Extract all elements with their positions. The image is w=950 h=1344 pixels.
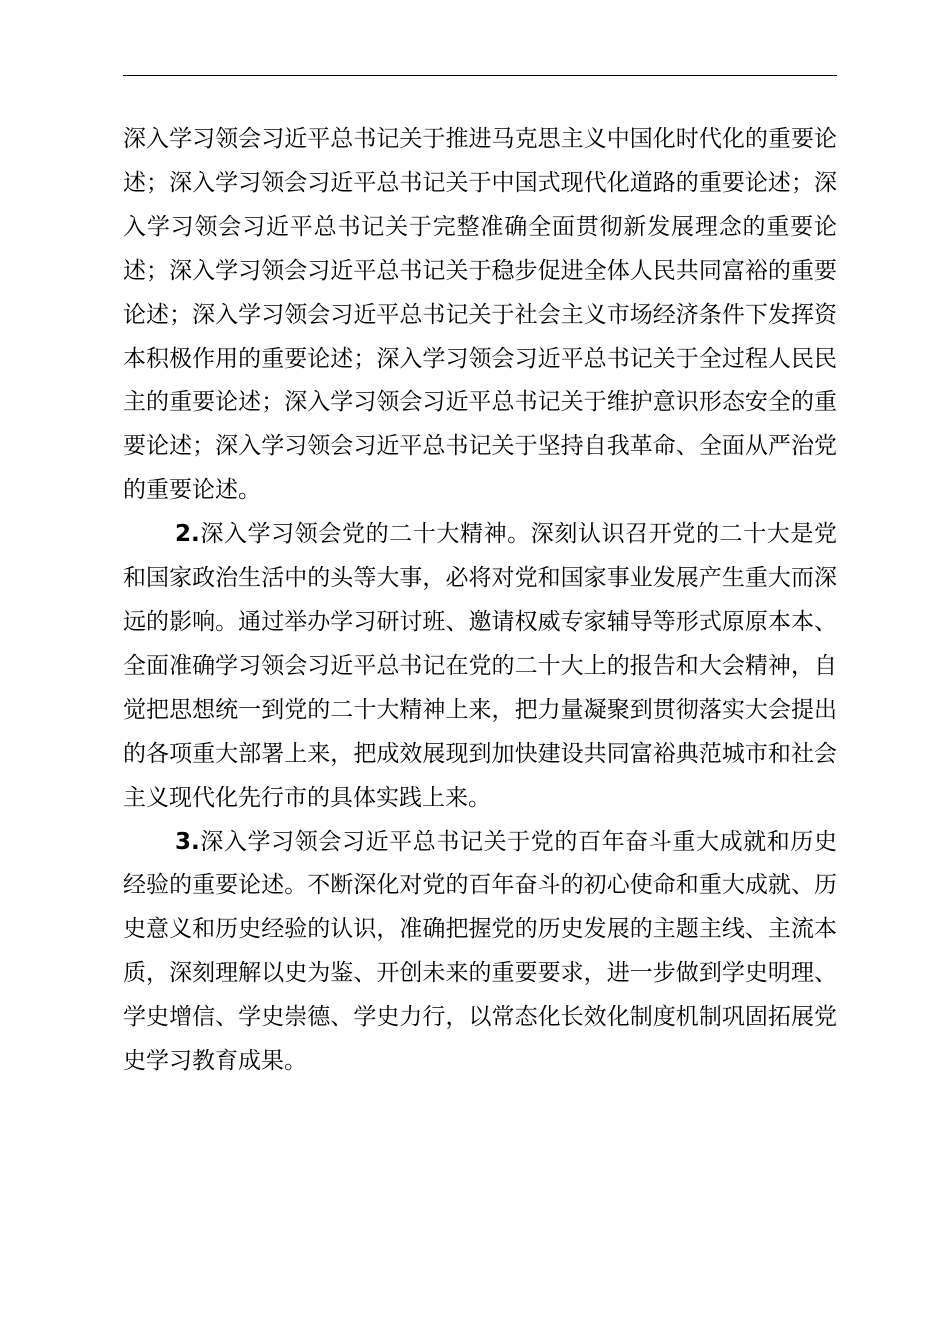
item-number: 2. [175, 521, 200, 548]
paragraph-item-3 [123, 821, 837, 1084]
paragraph-continued [123, 118, 837, 513]
paragraph-text: 深入学习领会党的二十大精神。深刻认识召开党的二十大是党和国家政治生活中的头等大事，必将对党和国家事业发展产生重大而深远的影响。通过举办学习研讨班、邀请权威专家辅导等形式原原本本、全面准确学习领会习近平总书记在党的二十大上的报告和大会精神，自觉把思想统一到党的二十大精神上来，把力量凝聚到贯彻落实大会提出的各项重大部署上来，把成效展现到加快建设共同富裕典范城市和社会主义现代化先行市的具体实践上来。 [123, 521, 837, 811]
paragraph-text: 深入学习领会习近平总书记关于推进马克思主义中国化时代化的重要论述；深入学习领会习近平总书记关于中国式现代化道路的重要论述；深入学习领会习近平总书记关于完整准确全面贯彻新发展理念的重要论述；深入学习领会习近平总书记关于稳步促进全体人民共同富裕的重要论述；深入学习领会习近平总书记关于社会主义市场经济条件下发挥资本积极作用的重要论述；深入学习领会习近平总书记关于全过程人民民主的重要论述；深入学习领会习近平总书记关于维护意识形态安全的重要论述；深入学习领会习近平总书记关于坚持自我革命、全面从严治党的重要论述。 [123, 126, 837, 504]
paragraph-item-2 [123, 513, 837, 820]
header-rule [123, 75, 837, 76]
body-text [123, 118, 837, 1084]
item-number: 3. [175, 828, 200, 855]
paragraph-text: 深入学习领会习近平总书记关于党的百年奋斗重大成就和历史经验的重要论述。不断深化对党的百年奋斗的初心使命和重大成就、历史意义和历史经验的认识，准确把握党的历史发展的主题主线、主流本质，深刻理解以史为鉴、开创未来的重要要求，进一步做到学史明理、学史增信、学史崇德、学史力行，以常态化长效化制度机制巩固拓展党史学习教育成果。 [123, 828, 837, 1075]
